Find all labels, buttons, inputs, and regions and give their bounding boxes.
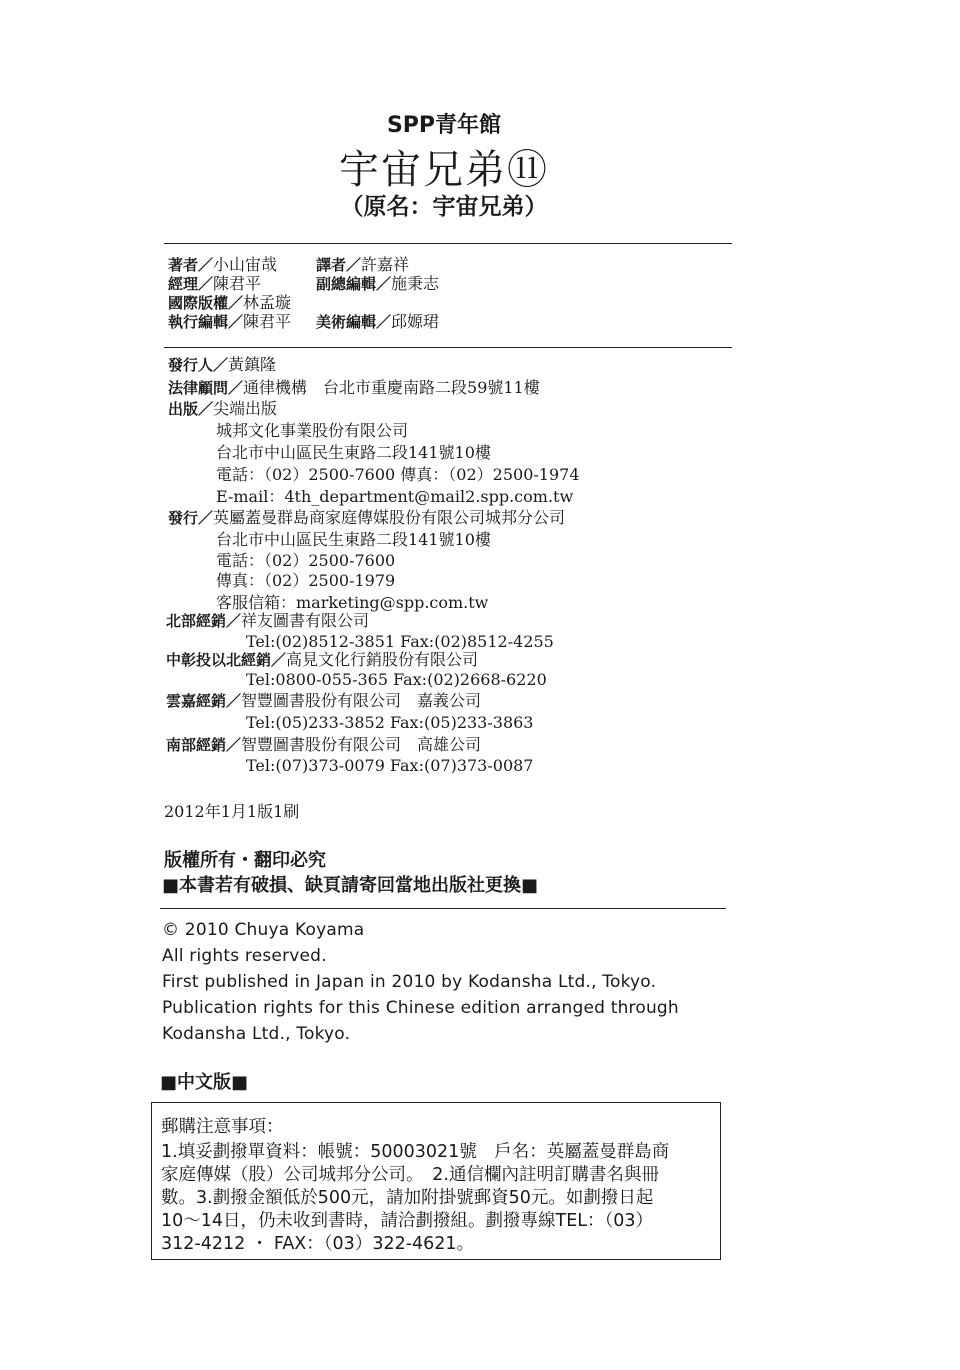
central-distributor [166,650,478,670]
mail-order-title: 郵購注意事項： [161,1117,284,1137]
distributor-email: 客服信箱：marketing@spp.com.tw [216,593,489,612]
edition-date: 2012年1月1版1刷 [164,802,300,821]
pub-value: 祥友圖書有限公司 [241,611,370,630]
original-title: （原名：宇宙兄弟） [340,194,548,220]
credit-translator [316,255,409,275]
pub-value: 高見文化行銷股份有限公司 [286,650,479,669]
credit-deputy-editor [316,274,439,294]
chiayi-contact: Tel:(05)233-3852 Fax:(05)233-3863 [246,713,534,732]
pub-label: 南部經銷／ [166,736,242,754]
credit-label: 美術編輯／ [316,313,392,331]
chiayi-distributor [166,691,481,711]
copyright-line: First published in Japan in 2010 by Kodansha Ltd., Tokyo. [162,972,657,992]
pub-label: 出版／ [168,400,214,418]
copyright-line: Publication rights for this Chinese edition arranged through [162,998,679,1018]
pub-label: 中彰投以北經銷／ [166,651,287,669]
credit-manager [168,274,261,294]
divider [160,908,726,909]
credit-value: 小山宙哉 [213,255,278,274]
mail-order-line: 312-4212 ・ FAX：（03）322-4621。 [161,1234,475,1254]
pub-value: 智豐圖書股份有限公司 高雄公司 [241,735,482,754]
pub-value: 通律機構 台北市重慶南路二段59號11樓 [243,378,540,397]
credit-label: 經理／ [168,275,214,293]
pub-value: 尖端出版 [213,399,278,418]
credit-art-editor [316,312,439,332]
publisher [168,355,276,375]
credit-value: 許嘉祥 [361,255,410,274]
copyright-line: All rights reserved. [162,946,327,966]
distributor [168,508,565,528]
imprint-line: 電話：（02）2500-7600 傳真：（02）2500-1974 [216,465,580,484]
central-contact: Tel:0800-055-365 Fax:(02)2668-6220 [246,670,547,689]
credit-value: 陳君平 [213,274,262,293]
imprint-line: 台北市中山區民生東路二段141號10樓 [216,443,491,462]
credit-value: 邱嫄珺 [391,312,440,331]
chinese-edition-label: ■中文版■ [160,1072,249,1093]
south-contact: Tel:(07)373-0079 Fax:(07)373-0087 [246,756,534,775]
credit-label: 譯者／ [316,256,362,274]
north-contact: Tel:(02)8512-3851 Fax:(02)8512-4255 [246,632,554,651]
mail-order-line: 數。3.劃撥金額低於500元，請加附掛號郵資50元。如劃撥日起 [161,1188,654,1208]
credit-intl-rights [168,293,291,313]
south-distributor [166,735,481,755]
imprint [168,399,277,419]
divider [164,347,732,348]
credit-exec-editor [168,312,291,332]
pub-value: 英屬蓋曼群島商家庭傳媒股份有限公司城邦分公司 [213,508,566,527]
distributor-line: 電話：（02）2500-7600 [216,551,396,570]
copyright-line: © 2010 Chuya Koyama [162,920,365,940]
pub-label: 北部經銷／ [166,612,242,630]
divider [164,243,732,244]
credit-label: 國際版權／ [168,294,244,312]
credit-label: 著者／ [168,256,214,274]
copyright-line: Kodansha Ltd., Tokyo. [162,1024,351,1044]
credit-value: 林孟璇 [243,293,292,312]
series-name: SPP青年館 [386,113,502,138]
legal-advisor [168,378,540,398]
pub-value: 智豐圖書股份有限公司 嘉義公司 [241,691,482,710]
mail-order-line: 家庭傳媒（股）公司城邦分公司。 2.通信欄內註明訂購書名與冊 [161,1165,659,1185]
credit-label: 執行編輯／ [168,313,244,331]
distributor-line: 台北市中山區民生東路二段141號10樓 [216,530,491,549]
credit-value: 陳君平 [243,312,292,331]
credit-label: 副總編輯／ [316,275,392,293]
damage-notice: ■本書若有破損、缺頁請寄回當地出版社更換■ [162,875,539,896]
pub-label: 發行／ [168,509,214,527]
mail-order-line: 10～14日，仍未收到書時，請洽劃撥組。劃撥專線TEL：（03） [161,1211,654,1231]
imprint-email: E-mail：4th_department@mail2.spp.com.tw [216,487,574,506]
book-title: 宇宙兄弟⑪ [339,147,549,193]
pub-value: 黃鎮隆 [228,355,277,374]
credit-author [168,255,277,275]
mail-order-line: 1.填妥劃撥單資料：帳號：50003021號 戶名：英屬蓋曼群島商 [161,1142,670,1162]
mail-order-box [151,1102,721,1260]
imprint-line: 城邦文化事業股份有限公司 [216,421,409,440]
credit-value: 施秉志 [391,274,440,293]
rights-reserved: 版權所有・翻印必究 [164,850,326,871]
north-distributor [166,611,369,631]
pub-label: 發行人／ [168,356,229,374]
pub-label: 法律顧問／ [168,379,244,397]
pub-label: 雲嘉經銷／ [166,692,242,710]
distributor-line: 傳真：（02）2500-1979 [216,571,396,590]
